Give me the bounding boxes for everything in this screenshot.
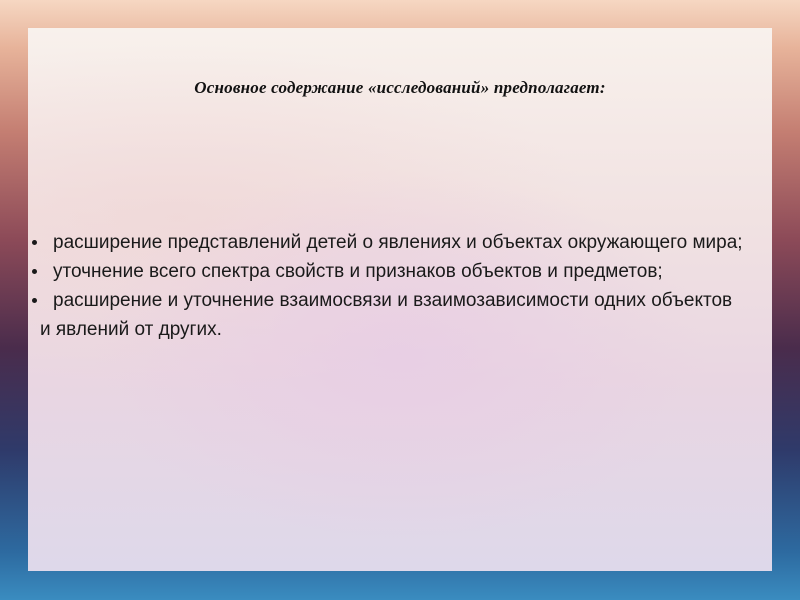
list-item xyxy=(28,286,748,344)
list-item xyxy=(28,228,748,257)
bullet-icon xyxy=(32,298,37,303)
list-item-text: расширение и уточнение взаимосвязи и взаимозависимости одних объектов и явлений от других. xyxy=(40,290,733,340)
bullet-icon xyxy=(32,269,37,274)
list-item xyxy=(28,257,748,286)
slide-panel xyxy=(28,28,772,571)
bullet-list xyxy=(28,228,748,344)
bullet-icon xyxy=(32,240,37,245)
list-item-text: уточнение всего спектра свойств и признаков объектов и предметов; xyxy=(53,261,663,282)
list-item-text: расширение представлений детей о явлениях и объектах окружающего мира; xyxy=(53,232,743,253)
slide-title: Основное содержание «исследований» предполагает: xyxy=(194,78,606,97)
